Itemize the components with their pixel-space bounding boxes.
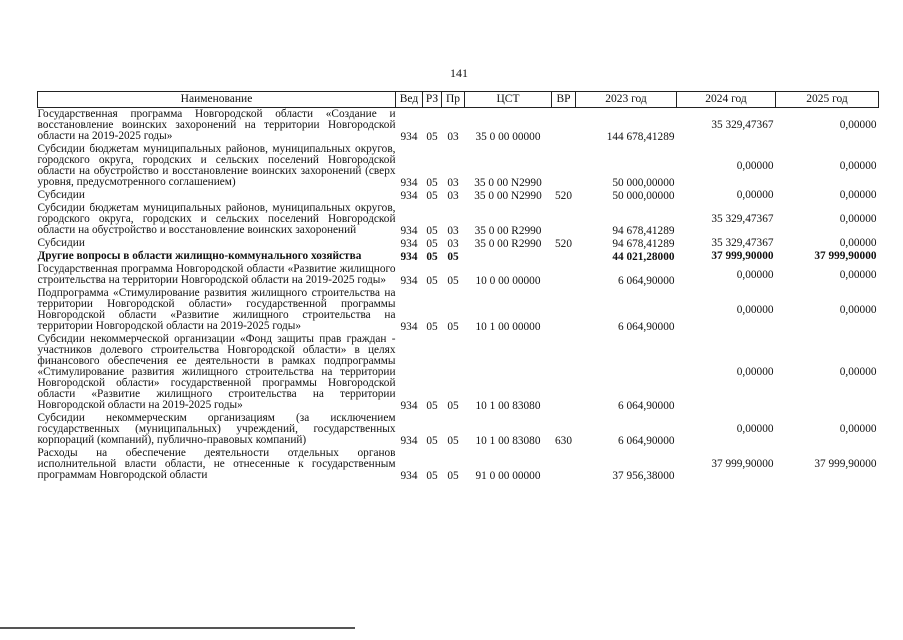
row-pr: 05 [447,400,459,412]
row-amount-2024: 0,00000 [736,423,774,435]
row-rz: 05 [426,177,438,189]
row-amount-2023: 44 021,28000 [612,251,675,263]
row-name: Другие вопросы в области жилищно-коммунального хозяйства [37,250,362,262]
col-header-2024: 2024 год [677,92,776,108]
row-amount-2025: 0,00000 [839,213,877,225]
row-amount-2023: 144 678,41289 [606,131,675,143]
row-ved: 934 [400,321,418,333]
table-row [38,237,879,250]
row-amount-2024: 0,00000 [736,303,774,316]
table-row [38,333,879,412]
table-header-row [38,92,879,108]
row-pr: 05 [447,435,459,447]
row-name: Субсидии [37,189,85,201]
row-pr: 03 [447,190,459,202]
table-body [38,108,879,483]
row-amount-2023: 94 678,41289 [612,225,675,237]
row-amount-2023: 6 064,90000 [618,321,675,333]
table-row [38,189,879,202]
row-amount-2024: 37 999,90000 [711,458,774,470]
col-header-rz: РЗ [423,92,442,108]
row-amount-2025: 0,00000 [839,423,877,435]
row-rz: 05 [426,225,438,237]
col-header-2025: 2025 год [776,92,879,108]
row-pr: 03 [447,131,459,143]
row-rz: 05 [426,238,438,250]
page-number: 141 [450,66,468,80]
row-ved: 934 [400,435,418,447]
row-name: Государственная программа Новгородской области «Создание и восстановление воинских захоронений на территории Новгородской области на 2019-2025 годы» [37,108,396,142]
row-pr: 05 [447,251,459,263]
row-vr [552,108,576,144]
row-ved: 934 [400,400,418,412]
row-name: Государственная программа Новгородской области «Развитие жилищного строительства на территории Новгородской области на 2019-2025 годы» [37,263,396,286]
row-vr [552,287,576,333]
col-header-pr: Пр [442,92,465,108]
col-header-2023: 2023 год [576,92,677,108]
row-rz: 05 [426,131,438,143]
row-rz: 05 [426,321,438,333]
row-amount-2025: 37 999,90000 [814,458,877,470]
row-rz: 05 [426,435,438,447]
row-vr [552,333,576,412]
row-vr: 520 [555,238,572,250]
row-amount-2024: 35 329,47367 [711,213,774,225]
row-amount-2023: 37 956,38000 [612,470,675,482]
row-vr: 520 [555,190,572,202]
row-cst: 10 1 00 83080 [475,400,541,412]
row-rz: 05 [426,251,438,263]
row-pr: 05 [447,470,459,482]
bottom-rule [0,627,355,629]
table-row [38,143,879,189]
row-ved: 934 [400,251,418,263]
table-row [38,447,879,482]
row-pr: 03 [447,225,459,237]
row-rz: 05 [426,400,438,412]
col-header-name: Наименование [38,92,396,108]
row-pr: 03 [447,177,459,189]
row-ved: 934 [400,238,418,250]
row-cst [465,250,552,263]
table-row [38,202,879,237]
table-row [38,250,879,263]
table-row [38,108,879,144]
row-cst: 35 0 00 N2990 [474,177,542,189]
row-amount-2025: 0,00000 [839,189,877,201]
row-amount-2024: 35 329,47367 [711,237,774,249]
row-amount-2024: 0,00000 [736,189,774,201]
row-amount-2023: 50 000,00000 [612,190,675,202]
row-vr [552,143,576,189]
row-amount-2024: 35 329,47367 [711,119,774,131]
col-header-vr: ВР [552,92,576,108]
row-pr: 03 [447,238,459,250]
row-pr: 05 [447,321,459,333]
row-cst: 10 1 00 83080 [475,435,541,447]
row-pr: 05 [447,275,459,287]
row-vr [552,447,576,482]
col-header-ved: Вед [396,92,423,108]
table-row [38,412,879,447]
row-cst: 35 0 00 N2990 [474,190,542,202]
row-cst: 35 0 00 R2990 [474,238,542,250]
row-cst: 10 0 00 00000 [475,275,541,287]
row-cst: 10 1 00 00000 [475,321,541,333]
row-ved: 934 [400,275,418,287]
row-name: Субсидии бюджетам муниципальных районов, муниципальных округов, городского округа, городских и сельских поселений Новгородской области на обустройство и восстановление воинских захоронений (сверх уровня, предусмотренного соглашением) [37,143,396,188]
row-amount-2025: 0,00000 [839,119,877,131]
row-name: Субсидии бюджетам муниципальных районов, муниципальных округов, городского округа, городских и сельских поселений Новгородской области на обустройство и восстановление воинских захоронений [37,202,396,236]
row-cst: 35 0 00 00000 [475,131,541,143]
row-rz: 05 [426,470,438,482]
row-vr [552,202,576,237]
row-amount-2025: 0,00000 [839,366,877,378]
col-header-cst: ЦСТ [465,92,552,108]
row-cst: 35 0 00 R2990 [474,225,542,237]
row-amount-2025: 0,00000 [839,303,877,316]
row-name: Субсидии некоммерческим организациям (за исключением государственных (муниципальных) учреждений, государственных корпораций (компаний), публично-правовых компаний) [37,412,396,446]
row-name: Расходы на обеспечение деятельности отдельных органов исполнительной власти области, не отнесенные к государственным программам Новгородской области [37,447,396,481]
table-row [38,287,879,333]
row-amount-2025: 37 999,90000 [814,250,877,262]
row-amount-2025: 0,00000 [839,268,877,281]
row-name: Субсидии [37,237,85,249]
row-ved: 934 [400,225,418,237]
row-amount-2023: 6 064,90000 [618,435,675,447]
row-ved: 934 [400,470,418,482]
table-row [38,263,879,287]
row-cst: 91 0 00 00000 [475,470,541,482]
row-ved: 934 [400,190,418,202]
row-amount-2024: 0,00000 [736,268,774,281]
row-name: Подпрограмма «Стимулирование развития жилищного строительства на территории Новгородской области» государственной программы Новгородской области «Развитие жилищного строительства на территории Новгородской области на 2019-2025 годы» [37,287,396,332]
row-vr: 630 [555,435,572,447]
row-amount-2024: 37 999,90000 [711,250,774,262]
row-vr [552,250,576,263]
row-amount-2023: 6 064,90000 [618,275,675,287]
row-amount-2023: 50 000,00000 [612,177,675,189]
row-amount-2023: 94 678,41289 [612,238,675,250]
row-ved: 934 [400,131,418,143]
row-vr [552,263,576,287]
row-rz: 05 [426,190,438,202]
row-amount-2025: 0,00000 [839,237,877,249]
row-amount-2024: 0,00000 [736,366,774,378]
row-amount-2024: 0,00000 [736,159,774,172]
budget-table [37,91,879,482]
row-ved: 934 [400,177,418,189]
row-rz: 05 [426,275,438,287]
row-name: Субсидии некоммерческой организации «Фонд защиты прав граждан - участников долевого строительства Новгородской области» в целях финансового обеспечения ее деятельности в рамках подпрограммы «Стимулирование развития жилищного строительства на территории Новгородской области» государственной программы Новгородской области «Развитие жилищного строительства на территории Новгородской области на 2019-2025 годы» [37,333,396,411]
row-amount-2025: 0,00000 [839,159,877,172]
row-amount-2023: 6 064,90000 [618,400,675,412]
